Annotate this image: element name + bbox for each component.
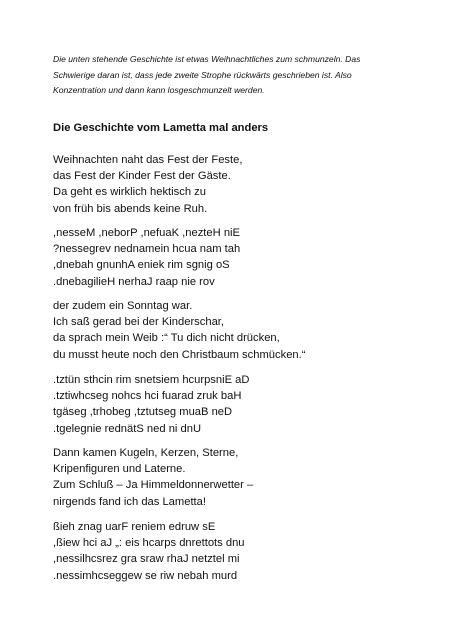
verse-line: nirgends fand ich das Lametta! <box>53 495 206 508</box>
verse-line: ßieh znag uarF reniem edruw sE <box>53 521 216 533</box>
verse-line: von früh bis abends keine Ruh. <box>53 202 208 215</box>
intro-line: Die unten stehende Geschichte ist etwas Weihnachtliches zum schmunzeln. Das <box>53 54 361 64</box>
verse-line: ,nessilhcsrez gra sraw rhaJ netztel mi <box>53 553 240 566</box>
stanza-2-reversed <box>53 225 413 290</box>
verse-line: ,ßiew hci aJ „: eis hcarps dnrettots dnu <box>53 537 245 550</box>
verse-line: ,nesseM ,neborP ,nefuaK ,nezteH niE <box>53 227 240 239</box>
verse-line: .dnebagilieH nerhaJ raap nie rov <box>53 275 215 288</box>
stanza-3 <box>53 298 413 363</box>
intro-line: Konzentration und dann kann losgeschmunzelt werden. <box>53 85 265 95</box>
verse-line: Dann kamen Kugeln, Kerzen, Sterne, <box>53 447 239 459</box>
verse-line: .tgelegnie rednätS ned ni dnU <box>53 422 202 435</box>
stanza-4-reversed <box>53 372 413 437</box>
verse-line: der zudem ein Sonntag war. <box>53 300 193 312</box>
verse-line: Weihnachten naht das Fest der Feste, <box>53 154 243 166</box>
verse-line: Da geht es wirklich hektisch zu <box>53 186 206 199</box>
verse-line: ,dnebah gnunhA eniek rim sgnig oS <box>53 259 230 272</box>
story-title: Die Geschichte vom Lametta mal anders <box>53 122 269 134</box>
verse-line: Zum Schluß – Ja Himmeldonnerwetter – <box>53 479 254 492</box>
intro-paragraph <box>53 52 408 99</box>
stanza-1 <box>53 152 413 217</box>
verse-line: .tztün sthcin rim snetsiem hcurpsniE aD <box>53 374 250 386</box>
verse-line: tgäseg ,trhobeg ,tztutseg muaB neD <box>53 406 233 419</box>
stanza-5 <box>53 445 413 510</box>
verse-line: .nessimhcseggew se riw nebah murd <box>53 569 238 582</box>
verse-line: ?nessegrev nednamein hcua nam tah <box>53 243 241 256</box>
verse-line: .tztiwhcseg nohcs hci fuarad zruk baH <box>53 390 242 403</box>
verse-line: Kripenfiguren und Laterne. <box>53 463 186 476</box>
verse-line: du musst heute noch den Christbaum schmücken.“ <box>53 348 306 361</box>
stanza-6-reversed <box>53 519 413 584</box>
verse-line: Ich saß gerad bei der Kinderschar, <box>53 316 225 329</box>
verse-line: das Fest der Kinder Fest der Gäste. <box>53 170 231 183</box>
intro-line: Schwierige daran ist, dass jede zweite Strophe rückwärts geschrieben ist. Also <box>53 69 352 80</box>
verse-line: da sprach mein Weib :“ Tu dich nicht drücken, <box>53 332 280 345</box>
